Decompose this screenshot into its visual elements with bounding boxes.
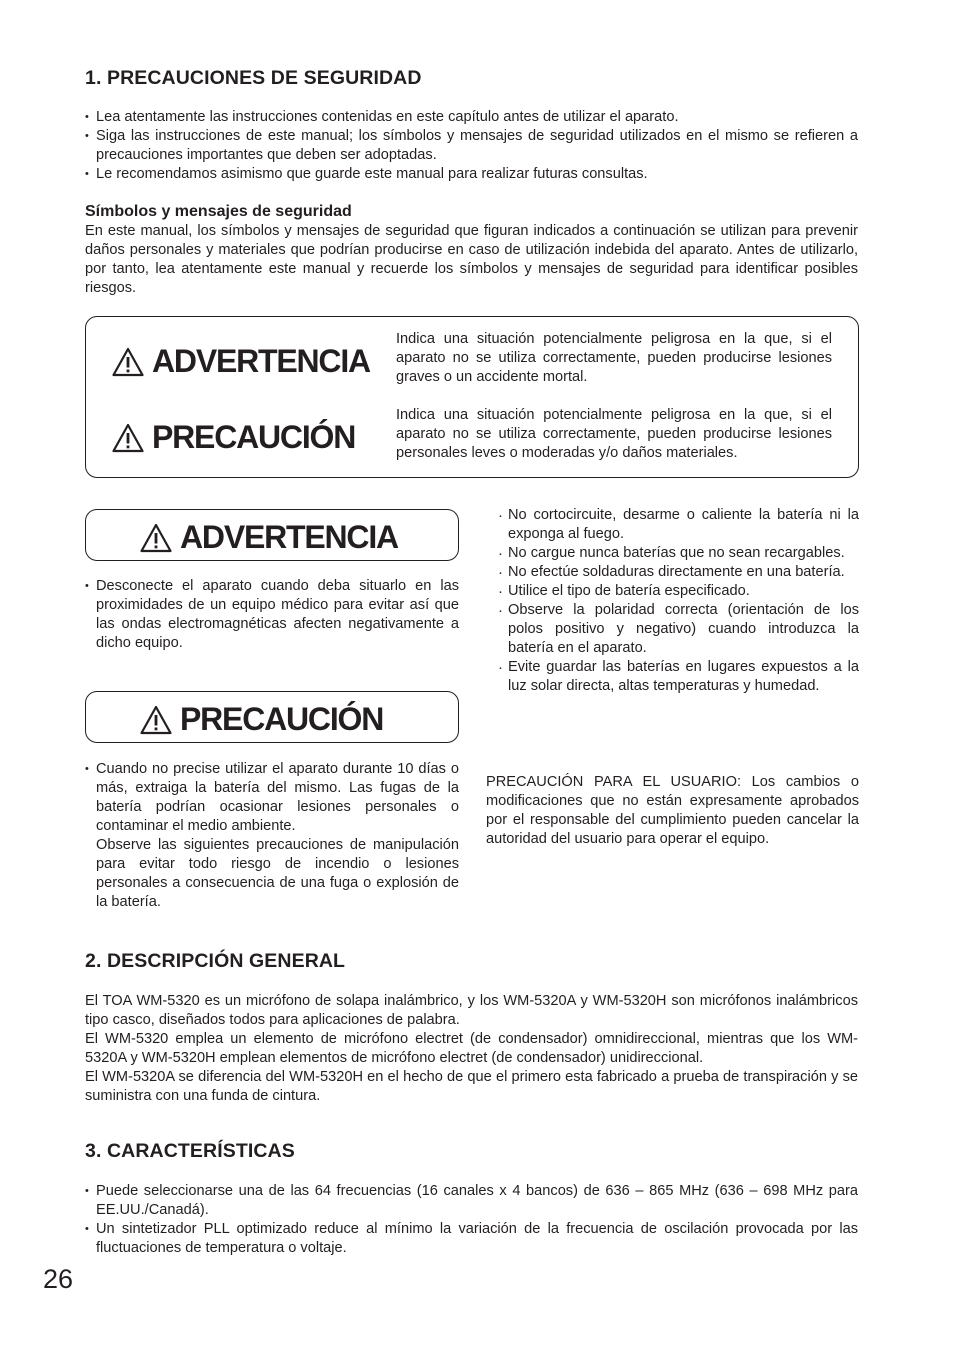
list-item: · Observe la polaridad correcta (orientación de los polos positivo y negativo) cuando introduzca la batería en el aparato. xyxy=(497,601,859,658)
list-item xyxy=(85,760,459,912)
safety-legend-box xyxy=(85,316,859,478)
section2-body xyxy=(85,992,858,1106)
warning-header-box xyxy=(85,509,459,561)
section2-paragraph: El TOA WM-5320 es un micrófono de solapa inalámbrico, y los WM-5320A y WM-5320H son micrófonos inalámbricos tipo casco, diseñados todos para aplicaciones de palabra. xyxy=(85,993,858,1028)
page-number: 26 xyxy=(43,1264,74,1294)
safety-symbols-text: En este manual, los símbolos y mensajes de seguridad que figuran indicados a continuación se utilizan para prevenir daños personales y materiales que podrían producirse en caso de utilización indebida del aparato. Antes de utilizarlo, por tanto, lea atentamente este manual y recuerde los símbolos y mensajes de seguridad para identificar posibles riesgos. xyxy=(85,223,858,296)
caution-header-box xyxy=(85,691,459,743)
list-item: · No cortocircuite, desarme o caliente la batería ni la exponga al fuego. xyxy=(497,506,859,544)
list-item: • Puede seleccionarse una de las 64 frecuencias (16 canales x 4 bancos) de 636 – 865 MHz (636 – 698 MHz para EE.UU./Canadá). xyxy=(85,1182,858,1220)
caution-triangle-icon xyxy=(140,705,172,735)
legend-warning-text: Indica una situación potencialmente peligrosa en la que, si el aparato no se utiliza correctamente, pueden producirse lesiones graves o un accidente mortal. xyxy=(396,331,832,385)
battery-precautions-list xyxy=(497,506,859,696)
list-item: · Utilice el tipo de batería especificado. xyxy=(497,582,859,601)
legend-caution-label: PRECAUCIÓN xyxy=(152,419,356,455)
caution-header xyxy=(140,701,383,738)
list-item: • Un sintetizador PLL optimizado reduce al mínimo la variación de la frecuencia de oscilación provocada por las fluctuaciones de temperatura o voltaje. xyxy=(85,1220,858,1258)
section2-paragraph: El WM-5320 emplea un elemento de micrófono electret (de condensador) omnidireccional, mientras que los WM-5320A y WM-5320H emplean elementos de micrófono electret (de condensador) unidireccional. xyxy=(85,1031,858,1066)
legend-caution-symbol xyxy=(112,419,355,456)
caution-bullet-list xyxy=(85,760,459,912)
caution-battery-handling-text: Observe las siguientes precauciones de manipulación para evitar todo riesgo de incendio o lesiones personales a consecuencia de una fuga o explosión de la batería. xyxy=(96,837,459,910)
list-item: • Le recomendamos asimismo que guarde este manual para realizar futuras consultas. xyxy=(85,165,858,184)
warning-bullet-list xyxy=(85,577,459,653)
warning-header-label: ADVERTENCIA xyxy=(180,519,398,555)
list-item: • Desconecte el aparato cuando deba situarlo en las proximidades de un equipo médico para evitar así que las ondas electromagnéticas afecten negativamente a dicho equipo. xyxy=(85,577,459,653)
section3-bullet-list xyxy=(85,1182,858,1258)
list-item: • Siga las instrucciones de este manual; los símbolos y mensajes de seguridad utilizados en el mismo se refieren a precauciones importantes que deben ser adoptadas. xyxy=(85,127,858,165)
caution-triangle-icon xyxy=(112,423,144,453)
user-caution-text: PRECAUCIÓN PARA EL USUARIO: Los cambios o modificaciones que no están expresamente aprobados por el responsable del cumplimiento pueden cancelar la autoridad del usuario para operar el equipo. xyxy=(486,774,859,847)
safety-symbols-heading: Símbolos y mensajes de seguridad xyxy=(85,203,352,220)
section2-heading: 2. DESCRIPCIÓN GENERAL xyxy=(85,950,346,972)
section1-bullet-list xyxy=(85,108,858,184)
section2-paragraph: El WM-5320A se diferencia del WM-5320H en el hecho de que el primero esta fabricado a prueba de transpiración y se suministra con una funda de cintura. xyxy=(85,1069,858,1104)
list-item: · Evite guardar las baterías en lugares expuestos a la luz solar directa, altas temperaturas y humedad. xyxy=(497,658,859,696)
list-item: • Lea atentamente las instrucciones contenidas en este capítulo antes de utilizar el aparato. xyxy=(85,108,858,127)
caution-battery-text: Cuando no precise utilizar el aparato durante 10 días o más, extraiga la batería del mismo. Las fugas de la batería podrían ocasionar lesiones personales o contaminar el medio ambiente. xyxy=(96,761,459,834)
legend-warning-symbol xyxy=(112,343,370,380)
warning-header xyxy=(140,519,398,556)
warning-triangle-icon xyxy=(140,523,172,553)
caution-header-label: PRECAUCIÓN xyxy=(180,701,384,737)
section1-heading: 1. PRECAUCIONES DE SEGURIDAD xyxy=(85,67,422,89)
warning-triangle-icon xyxy=(112,347,144,377)
legend-warning-label: ADVERTENCIA xyxy=(152,343,370,379)
section3-heading: 3. CARACTERÍSTICAS xyxy=(85,1140,295,1162)
legend-caution-text: Indica una situación potencialmente peligrosa en la que, si el aparato no se utiliza correctamente, pueden producirse lesiones personales leves o moderadas y/o daños materiales. xyxy=(396,407,832,461)
list-item: · No efectúe soldaduras directamente en una batería. xyxy=(497,563,859,582)
list-item: · No cargue nunca baterías que no sean recargables. xyxy=(497,544,859,563)
